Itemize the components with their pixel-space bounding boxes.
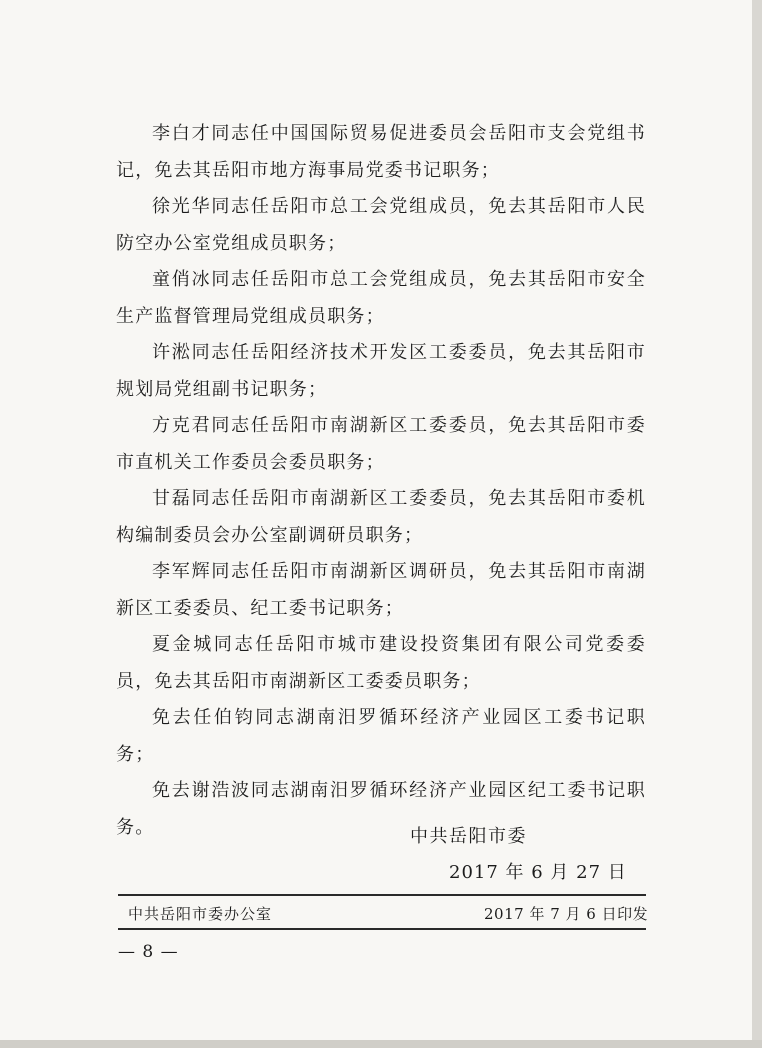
- paragraph-removal-2: 免去谢浩波同志湖南汨罗循环经济产业园区纪工委书记职务。: [116, 780, 646, 838]
- signature-date: 2017 年 6 月 27 日: [449, 862, 627, 883]
- paragraph-appointment-3: 童俏冰同志任岳阳市总工会党组成员，免去其岳阳市安全生产监督管理局党组成员职务；: [116, 269, 646, 327]
- scan-edge-bottom: [0, 1040, 762, 1048]
- paragraph-removal-1: 免去任伯钧同志湖南汨罗循环经济产业园区工委书记职务；: [116, 707, 646, 765]
- footer-print-date: 2017 年 7 月 6 日印发: [484, 905, 649, 923]
- paragraph-appointment-1: 李白才同志任中国国际贸易促进委员会岳阳市支会党组书记，免去其岳阳市地方海事局党委书记职务；: [116, 123, 646, 181]
- footer-issuer: 中共岳阳市委办公室: [128, 905, 273, 923]
- page-number: — 8 —: [118, 942, 179, 962]
- scan-edge-right: [752, 0, 762, 1048]
- paragraph-appointment-5: 方克君同志任岳阳市南湖新区工委委员，免去其岳阳市委市直机关工作委员会委员职务；: [116, 415, 646, 473]
- paragraph-appointment-4: 许淞同志任岳阳经济技术开发区工委委员，免去其岳阳市规划局党组副书记职务；: [116, 342, 646, 400]
- signature-organization: 中共岳阳市委: [410, 826, 527, 847]
- footer-bottom-rule: [118, 928, 646, 930]
- document-body: [116, 116, 646, 846]
- paragraph-appointment-2: 徐光华同志任岳阳市总工会党组成员，免去其岳阳市人民防空办公室党组成员职务；: [116, 196, 646, 254]
- footer-top-rule: [118, 894, 646, 896]
- paragraph-appointment-6: 甘磊同志任岳阳市南湖新区工委委员，免去其岳阳市委机构编制委员会办公室副调研员职务；: [116, 488, 646, 546]
- paragraph-appointment-7: 李军辉同志任岳阳市南湖新区调研员，免去其岳阳市南湖新区工委委员、纪工委书记职务；: [116, 561, 646, 619]
- paragraph-appointment-8: 夏金城同志任岳阳市城市建设投资集团有限公司党委委员，免去其岳阳市南湖新区工委委员职务；: [116, 634, 646, 692]
